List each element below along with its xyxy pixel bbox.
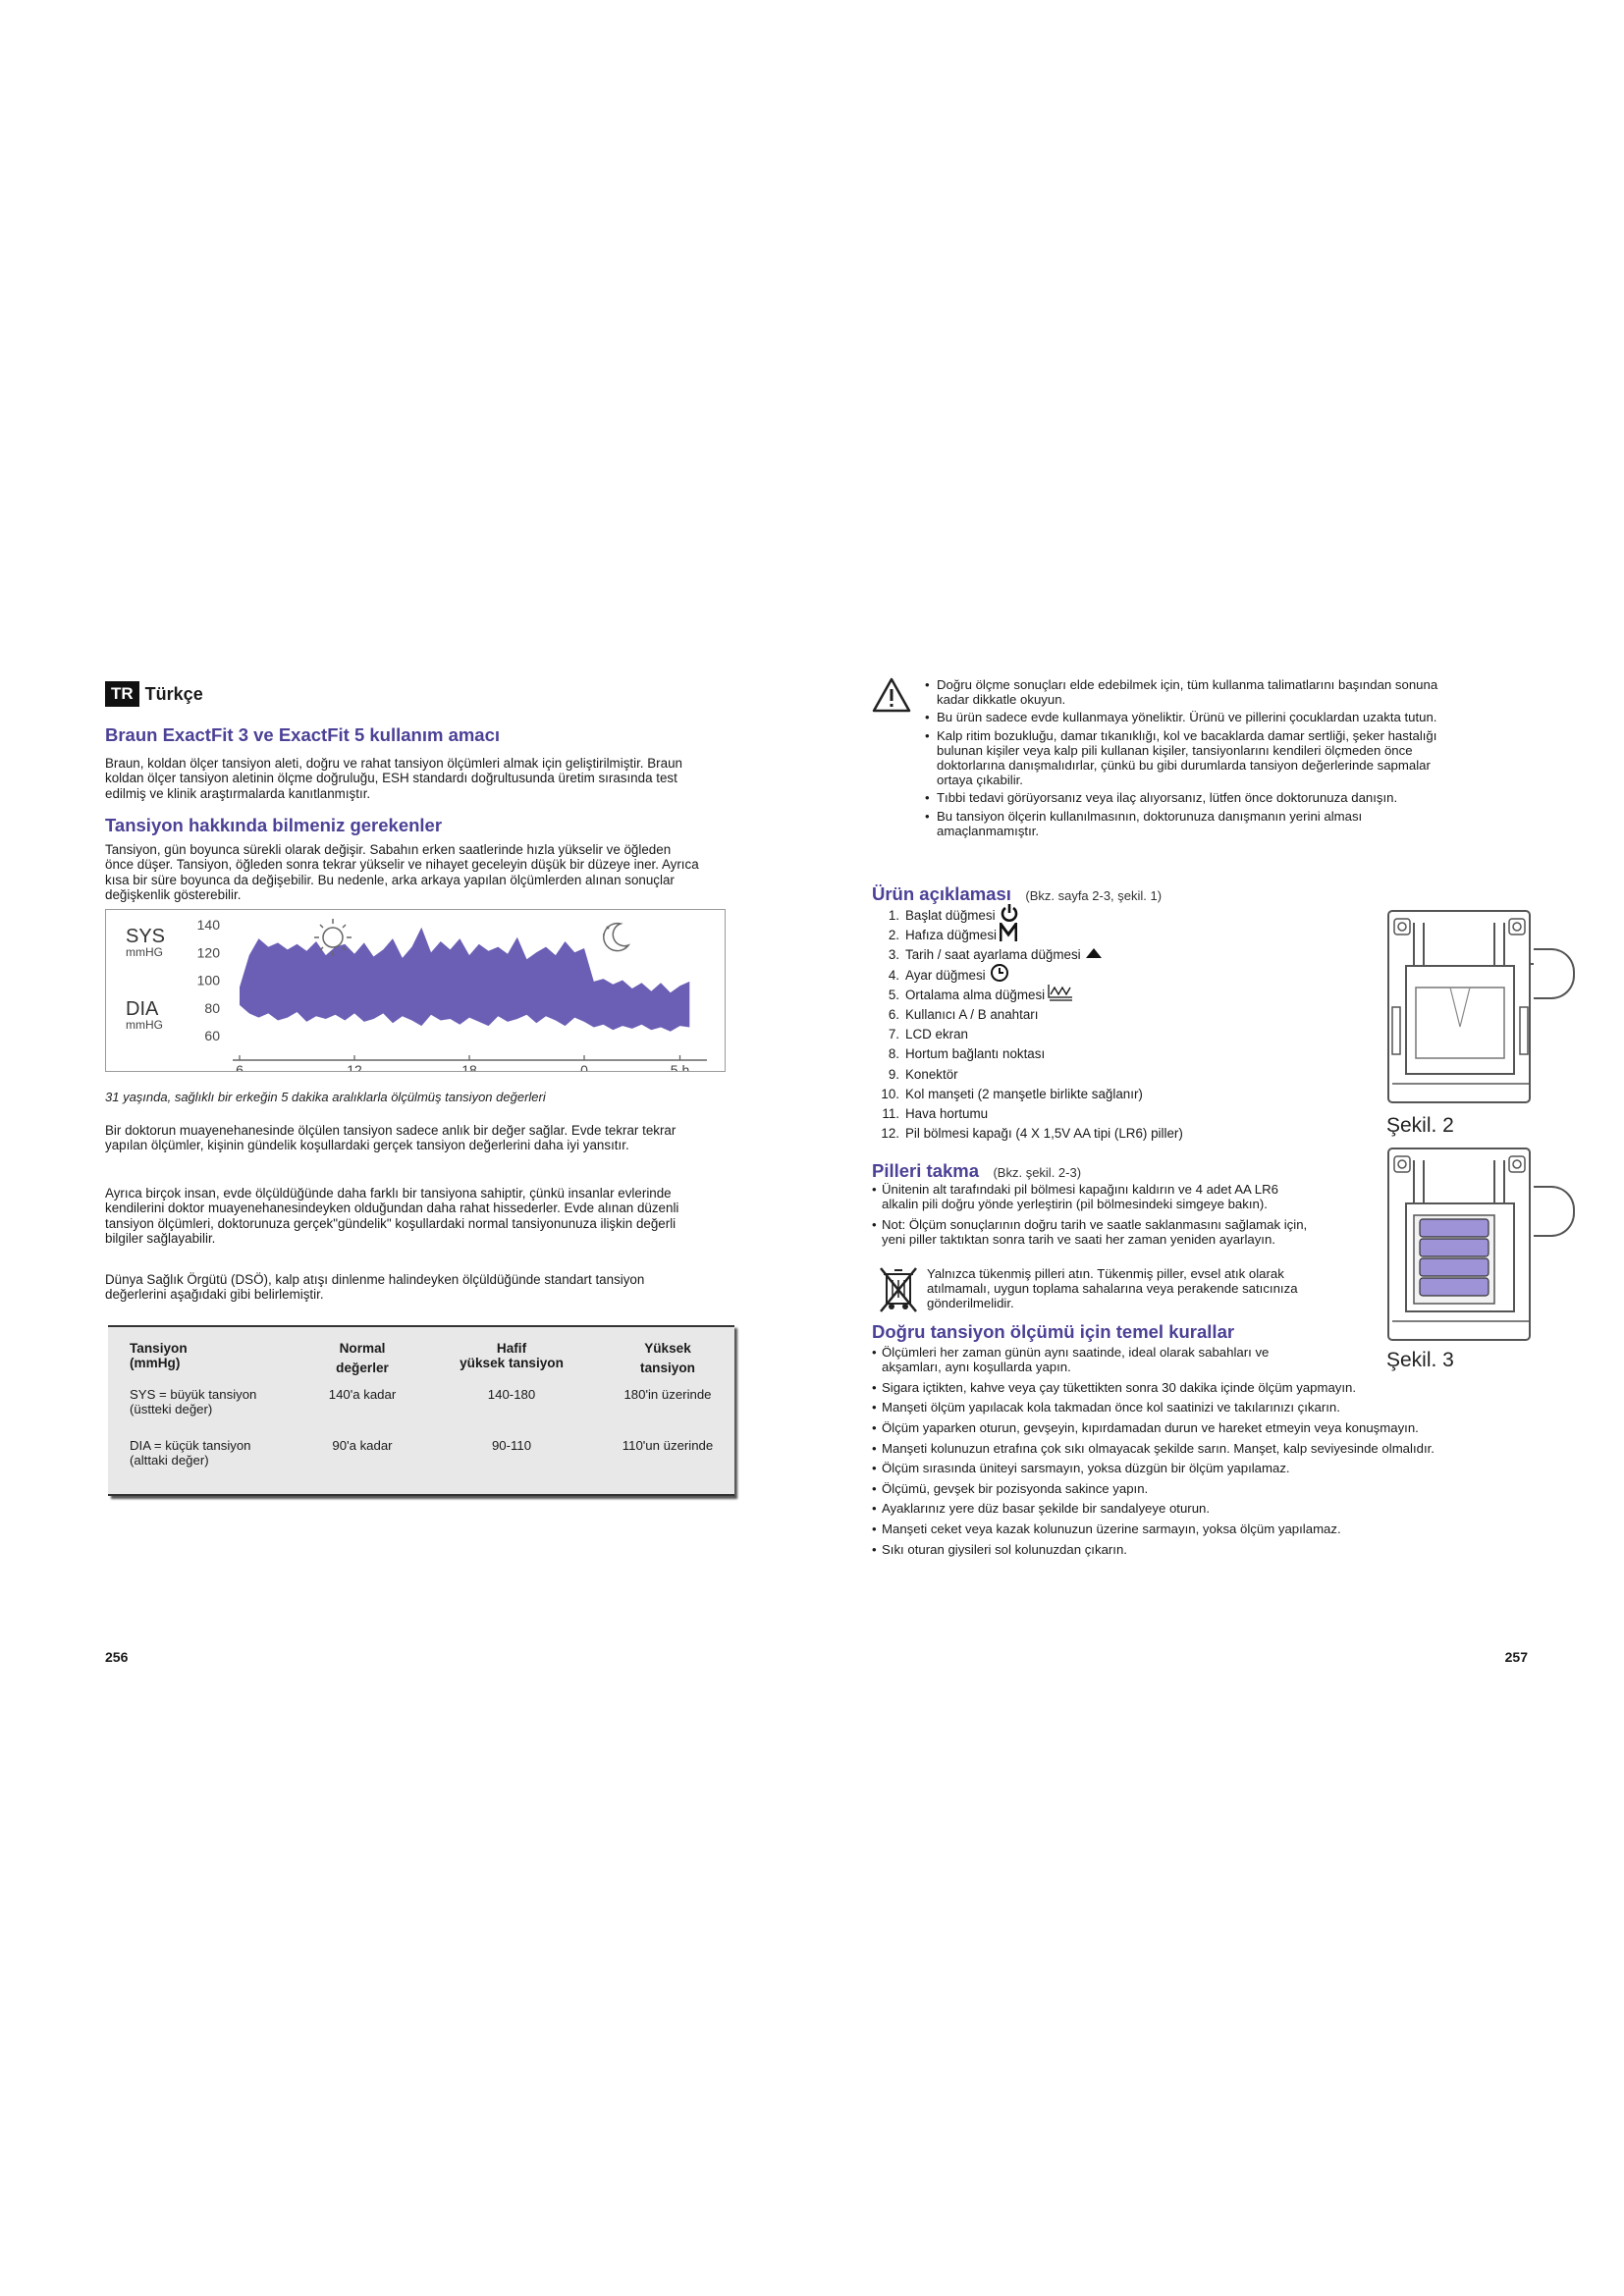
product-note: (Bkz. sayfa 2-3, şekil. 1) xyxy=(1025,888,1163,903)
item-number: 5. xyxy=(888,987,899,1002)
list-item xyxy=(872,1025,1196,1044)
text-line: Dünya Sağlık Örgütü (DSÖ), kalp atışı dinlenme halindeyken ölçüldüğünde standart tansiyon xyxy=(105,1272,645,1287)
list-item xyxy=(872,1217,1363,1247)
table-cell: 110'un üzerinde xyxy=(622,1438,714,1453)
list-item xyxy=(872,1044,1196,1064)
header-line: Hafif xyxy=(496,1341,527,1356)
item-number: 1. xyxy=(888,908,899,923)
item-number: 3. xyxy=(888,947,899,963)
battery-heading xyxy=(872,1160,1081,1182)
list-item xyxy=(872,1441,1540,1456)
figure-2 xyxy=(1386,909,1534,1105)
list-item xyxy=(872,1065,1196,1085)
triangle-up-icon xyxy=(1085,945,1103,965)
text-line: Yalnızca tükenmiş pilleri atın. Tükenmiş piller, evsel atık olarak xyxy=(927,1266,1284,1281)
list-item xyxy=(872,1522,1540,1536)
text-line: koldan ölçer tansiyon aletinin ölçme doğruluğu, ESH standardı doğrultusunda üretim sırasında test xyxy=(105,771,677,786)
list-item xyxy=(872,1005,1196,1025)
bp-range-area xyxy=(240,928,689,1032)
text-line: gönderilmelidir. xyxy=(927,1296,1014,1311)
cell-line: (alttaki değer) xyxy=(130,1453,209,1468)
rules-list xyxy=(872,1345,1540,1562)
rules-heading: Doğru tansiyon ölçümü için temel kurallar xyxy=(872,1321,1235,1342)
bp-info-text xyxy=(105,842,753,903)
table-header-cell xyxy=(302,1327,422,1379)
list-item xyxy=(872,1182,1363,1211)
text-line: • Manşeti kolunuzun etrafına çok sıkı olmayacak şekilde sarın. Manşet, kalp seviyesinde olmalıdır. xyxy=(882,1440,1435,1456)
text-line: • Bu tansiyon ölçerin kullanılmasının, doktorunuza danışmanın yerini alması xyxy=(937,808,1363,824)
list-item xyxy=(925,809,1534,838)
text-line: • Ölçüm yaparken oturun, gevşeyin, kıpırdamadan durun ve hareket etmeyin veya konuşmayın. xyxy=(882,1419,1419,1435)
text-line: alkalin pili doğru yönde yerleştirin (pil bölmesindeki simgeye bakın). xyxy=(882,1197,1268,1212)
language-badge: TR xyxy=(105,681,139,707)
text-line: Braun, koldan ölçer tansiyon aleti, doğru ve rahat tansiyon ölçümleri almak için geliştirilmiştir. Braun xyxy=(105,756,682,771)
list-item xyxy=(872,1542,1540,1557)
list-item xyxy=(872,1345,1540,1374)
table-cell xyxy=(108,1420,302,1471)
header-line: Normal xyxy=(339,1341,386,1356)
item-number: 10. xyxy=(881,1086,899,1101)
figure-3-label: Şekil. 3 xyxy=(1386,1349,1454,1371)
text-line: atılmamalı, uygun toplama sahalarına veya perakende satıcınıza xyxy=(927,1281,1298,1297)
cell-line: (üstteki değer) xyxy=(130,1402,213,1416)
bp-chart xyxy=(105,909,726,1072)
table-cell: 140-180 xyxy=(487,1387,536,1402)
list-item xyxy=(872,986,1196,1005)
item-label: Konektör xyxy=(905,1066,958,1082)
bp-classification-table xyxy=(108,1325,734,1496)
y-tick-label: 60 xyxy=(204,1028,220,1043)
item-label: Hafıza düğmesi xyxy=(905,928,998,943)
item-label: Pil bölmesi kapağı (4 X 1,5V AA tipi (LR6) piller) xyxy=(905,1126,1183,1142)
product-heading xyxy=(872,883,1162,905)
item-label: LCD ekran xyxy=(905,1027,969,1042)
warning-icon xyxy=(872,677,911,718)
product-title: Ürün açıklaması xyxy=(872,883,1011,904)
table-cell: 90'a kadar xyxy=(332,1438,393,1453)
item-number: 4. xyxy=(888,967,899,983)
y-tick-label: 120 xyxy=(196,944,220,961)
table-cell: 90-110 xyxy=(491,1438,532,1453)
text-line: değişkenlik gösterebilir. xyxy=(105,887,242,903)
paragraph-1 xyxy=(105,1123,753,1153)
disposal-text xyxy=(927,1266,1398,1311)
figure-3 xyxy=(1386,1147,1534,1343)
item-label: Ortalama alma düğmesi xyxy=(905,987,1046,1002)
text-line: önce düşer. Tansiyon, öğleden sonra tekrar yükselir ve nihayet geceleyin düşük bir düzeye iner. Ayrıca xyxy=(105,857,699,873)
y-tick-label: 100 xyxy=(196,972,220,988)
item-label: Ayar düğmesi xyxy=(905,967,986,983)
table-row xyxy=(108,1379,734,1420)
table-header-cell xyxy=(108,1327,302,1379)
text-line: kendilerini doktor muayenehanesindeyken olduğundan daha rahat hissederler. Evde alınan düzenli xyxy=(105,1201,679,1216)
text-line: Ayrıca birçok insan, evde ölçüldüğünde daha farklı bir tansiyona sahiptir, çünkü insanlar evlerinde xyxy=(105,1186,672,1201)
page-number-left: 256 xyxy=(105,1649,129,1665)
dia-label: DIA xyxy=(126,998,159,1020)
list-item xyxy=(872,1124,1196,1144)
text-line: • Ayaklarınız yere düz basar şekilde bir sandalyeye oturun. xyxy=(882,1501,1211,1517)
text-line: • Not: Ölçüm sonuçlarının doğru tarih ve saatle saklanmasını sağlamak için, xyxy=(882,1216,1308,1232)
battery-title: Pilleri takma xyxy=(872,1160,980,1181)
bp-table xyxy=(108,1327,734,1471)
list-item xyxy=(925,710,1534,724)
item-number: 2. xyxy=(888,928,899,943)
text-line: • Manşeti ceket veya kazak kolunuzun üzerine sarmayın, yoksa ölçüm yapılamaz. xyxy=(882,1521,1341,1536)
x-tick-label: 5 h xyxy=(670,1062,690,1071)
item-label: Başlat düğmesi xyxy=(905,908,996,923)
header-line: yüksek tansiyon xyxy=(460,1356,564,1370)
chart-caption: 31 yaşında, sağlıklı bir erkeğin 5 dakika aralıklarla ölçülmüş tansiyon değerleri xyxy=(105,1090,546,1104)
dia-unit-label: mmHG xyxy=(126,1018,163,1032)
paragraph-2 xyxy=(105,1186,753,1247)
item-label: Hava hortumu xyxy=(905,1105,989,1121)
item-number: 8. xyxy=(888,1046,899,1062)
text-line: • Doğru ölçme sonuçları elde edebilmek için, tüm kullanma talimatlarını başından sonuna xyxy=(937,677,1438,692)
text-line: • Kalp ritim bozukluğu, damar tıkanıklığı, kol ve bacaklarda damar sertliği, şeker hastalığı xyxy=(937,727,1437,743)
bp-info-heading: Tansiyon hakkında bilmeniz gerekenler xyxy=(105,815,443,835)
item-number: 7. xyxy=(888,1027,899,1042)
cell-line: DIA = küçük tansiyon xyxy=(130,1438,251,1453)
cell-line: SYS = büyük tansiyon xyxy=(130,1387,257,1402)
table-header-cell xyxy=(601,1327,734,1379)
text-line: kadar dikkatle okuyun. xyxy=(937,692,1066,708)
sys-label: SYS xyxy=(126,926,166,947)
bp-chart-svg xyxy=(106,910,725,1071)
item-number: 9. xyxy=(888,1066,899,1082)
text-line: • Ölçüm sırasında üniteyi sarsmayın, yoksa düzgün bir ölçüm yapılamaz. xyxy=(882,1461,1290,1476)
text-line: • Bu ürün sadece evde kullanmaya yöneliktir. Ürünü ve pillerini çocuklardan uzakta tutun. xyxy=(937,710,1437,725)
y-tick-label: 140 xyxy=(196,917,220,933)
item-label: Kol manşeti (2 manşetle birlikte sağlanır) xyxy=(905,1086,1143,1101)
list-item xyxy=(872,1461,1540,1475)
language-name: Türkçe xyxy=(144,683,203,704)
table-cell: 140'a kadar xyxy=(328,1387,397,1402)
text-line: akşamları, aynı koşullarda yapın. xyxy=(882,1360,1071,1375)
text-line: • Manşeti ölçüm yapılacak kola takmadan önce kol saatinizi ve takılarınızı çıkarın. xyxy=(882,1400,1340,1415)
table-cell: 180'in üzerinde xyxy=(623,1387,712,1402)
header-line: değerler xyxy=(336,1361,389,1375)
figure-2-label: Şekil. 2 xyxy=(1386,1114,1454,1137)
text-line: değerlerini aşağıdaki gibi belirlemiştir. xyxy=(105,1287,324,1303)
moon-icon xyxy=(603,924,628,951)
intended-use-text xyxy=(105,756,753,801)
table-header-cell xyxy=(422,1327,601,1379)
header-line: Yüksek xyxy=(644,1341,691,1356)
list-item xyxy=(872,1420,1540,1435)
language-header xyxy=(105,677,753,711)
tube-port xyxy=(1534,948,1575,999)
warnings-list xyxy=(925,677,1534,841)
item-label: Tarih / saat ayarlama düğmesi xyxy=(905,947,1081,963)
text-line: tansiyon ölçümleri, doktorunuza gerçek"gündelik" koşullardaki normal tansiyonunuza ilişkin değerli xyxy=(105,1215,677,1231)
left-page xyxy=(105,677,753,1665)
crossed-bin-icon xyxy=(878,1266,919,1318)
list-item xyxy=(872,906,1196,926)
list-item xyxy=(872,1104,1196,1124)
intended-use-heading: Braun ExactFit 3 ve ExactFit 5 kullanım amacı xyxy=(105,724,501,745)
x-tick-label: 12 xyxy=(347,1062,362,1071)
item-number: 12. xyxy=(881,1126,899,1142)
header-line: (mmHg) xyxy=(130,1356,181,1370)
text-line: Bir doktorun muayenehanesinde ölçülen tansiyon sadece anlık bir değer sağlar. Evde tekrar tekrar xyxy=(105,1123,677,1138)
table-row xyxy=(108,1420,734,1471)
list-item xyxy=(925,728,1534,788)
item-number: 6. xyxy=(888,1006,899,1022)
text-line: kısa bir süre boyunca da değişebilir. Bu nedenle, arka arkaya yapılan ölçümlerden alınan sonuçlar xyxy=(105,872,675,887)
list-item xyxy=(925,677,1534,707)
parts-list xyxy=(872,906,1196,1144)
page-number-right: 257 xyxy=(1504,1649,1528,1665)
device-top-illustration xyxy=(1386,909,1534,1105)
text-line: ortaya çıkabilir. xyxy=(937,773,1023,788)
text-line: • Ölçümleri her zaman günün aynı saatinde, ideal olarak sabahları ve xyxy=(882,1345,1270,1360)
list-item xyxy=(872,1400,1540,1415)
x-tick-label: 6 xyxy=(236,1062,244,1071)
text-line: bilgiler sağlayabilir. xyxy=(105,1231,216,1247)
text-line: • Sıkı oturan giysileri sol kolunuzdan çıkarın. xyxy=(882,1541,1127,1557)
table-header-row xyxy=(108,1327,734,1379)
text-line: Tansiyon, gün boyunca sürekli olarak değişir. Sabahın erken saatlerinde hızla yükselir ve öğleden xyxy=(105,842,672,857)
item-number: 11. xyxy=(882,1105,899,1121)
header-line: Tansiyon xyxy=(130,1341,188,1356)
text-line: • Ünitenin alt tarafındaki pil bölmesi kapağını kaldırın ve 4 adet AA LR6 xyxy=(882,1182,1278,1197)
table-cell xyxy=(108,1379,302,1420)
battery-note: (Bkz. şekil. 2-3) xyxy=(993,1165,1082,1180)
x-tick-label: 0 xyxy=(580,1062,588,1071)
text-line: yeni piller taktıktan sonra tarih ve saati her zaman yeniden ayarlayın. xyxy=(882,1232,1275,1247)
list-item xyxy=(872,966,1196,986)
x-tick-label: 18 xyxy=(461,1062,477,1071)
device-battery-illustration xyxy=(1386,1147,1534,1343)
list-item xyxy=(872,1380,1540,1395)
list-item xyxy=(872,1481,1540,1496)
text-line: amaçlanmamıştır. xyxy=(937,823,1040,838)
item-label: Hortum bağlantı noktası xyxy=(905,1046,1046,1062)
text-line: • Ölçümü, gevşek bir pozisyonda sakince yapın. xyxy=(882,1480,1149,1496)
list-item xyxy=(925,790,1534,805)
text-line: bulunan kişiler veya kalp pili kullanan kişiler, tansiyonlarını kendileri ölçmeden önce xyxy=(937,742,1413,758)
average-icon xyxy=(1048,984,1073,1007)
text-line: • Tıbbi tedavi görüyorsanız veya ilaç alıyorsanız, lütfen önce doktorunuza danışın. xyxy=(937,790,1398,806)
tube-port xyxy=(1534,1186,1575,1237)
text-line: doktorlarına danışmalıdırlar, çünkü bu gibi durumlarda tansiyon değerlerinde sapmalar xyxy=(937,758,1431,774)
battery-list xyxy=(872,1182,1363,1253)
text-line: yapılan ölçümler, kişinin gündelik koşullardaki gerçek tansiyon değerlerini daha iyi yansıtır. xyxy=(105,1138,629,1153)
header-line: tansiyon xyxy=(640,1361,695,1375)
item-label: Kullanıcı A / B anahtarı xyxy=(905,1006,1039,1022)
list-item xyxy=(872,1501,1540,1516)
sys-unit-label: mmHG xyxy=(126,945,163,959)
paragraph-3 xyxy=(105,1272,753,1303)
text-line: edilmiş ve klinik araştırmalarda kanıtlanmıştır. xyxy=(105,785,371,801)
text-line: • Sigara içtikten, kahve veya çay tükettikten sonra 30 dakika içinde ölçüm yapmayın. xyxy=(882,1379,1357,1395)
y-tick-label: 80 xyxy=(204,999,220,1016)
list-item xyxy=(872,1085,1196,1104)
list-item xyxy=(872,945,1196,965)
list-item xyxy=(872,926,1196,945)
